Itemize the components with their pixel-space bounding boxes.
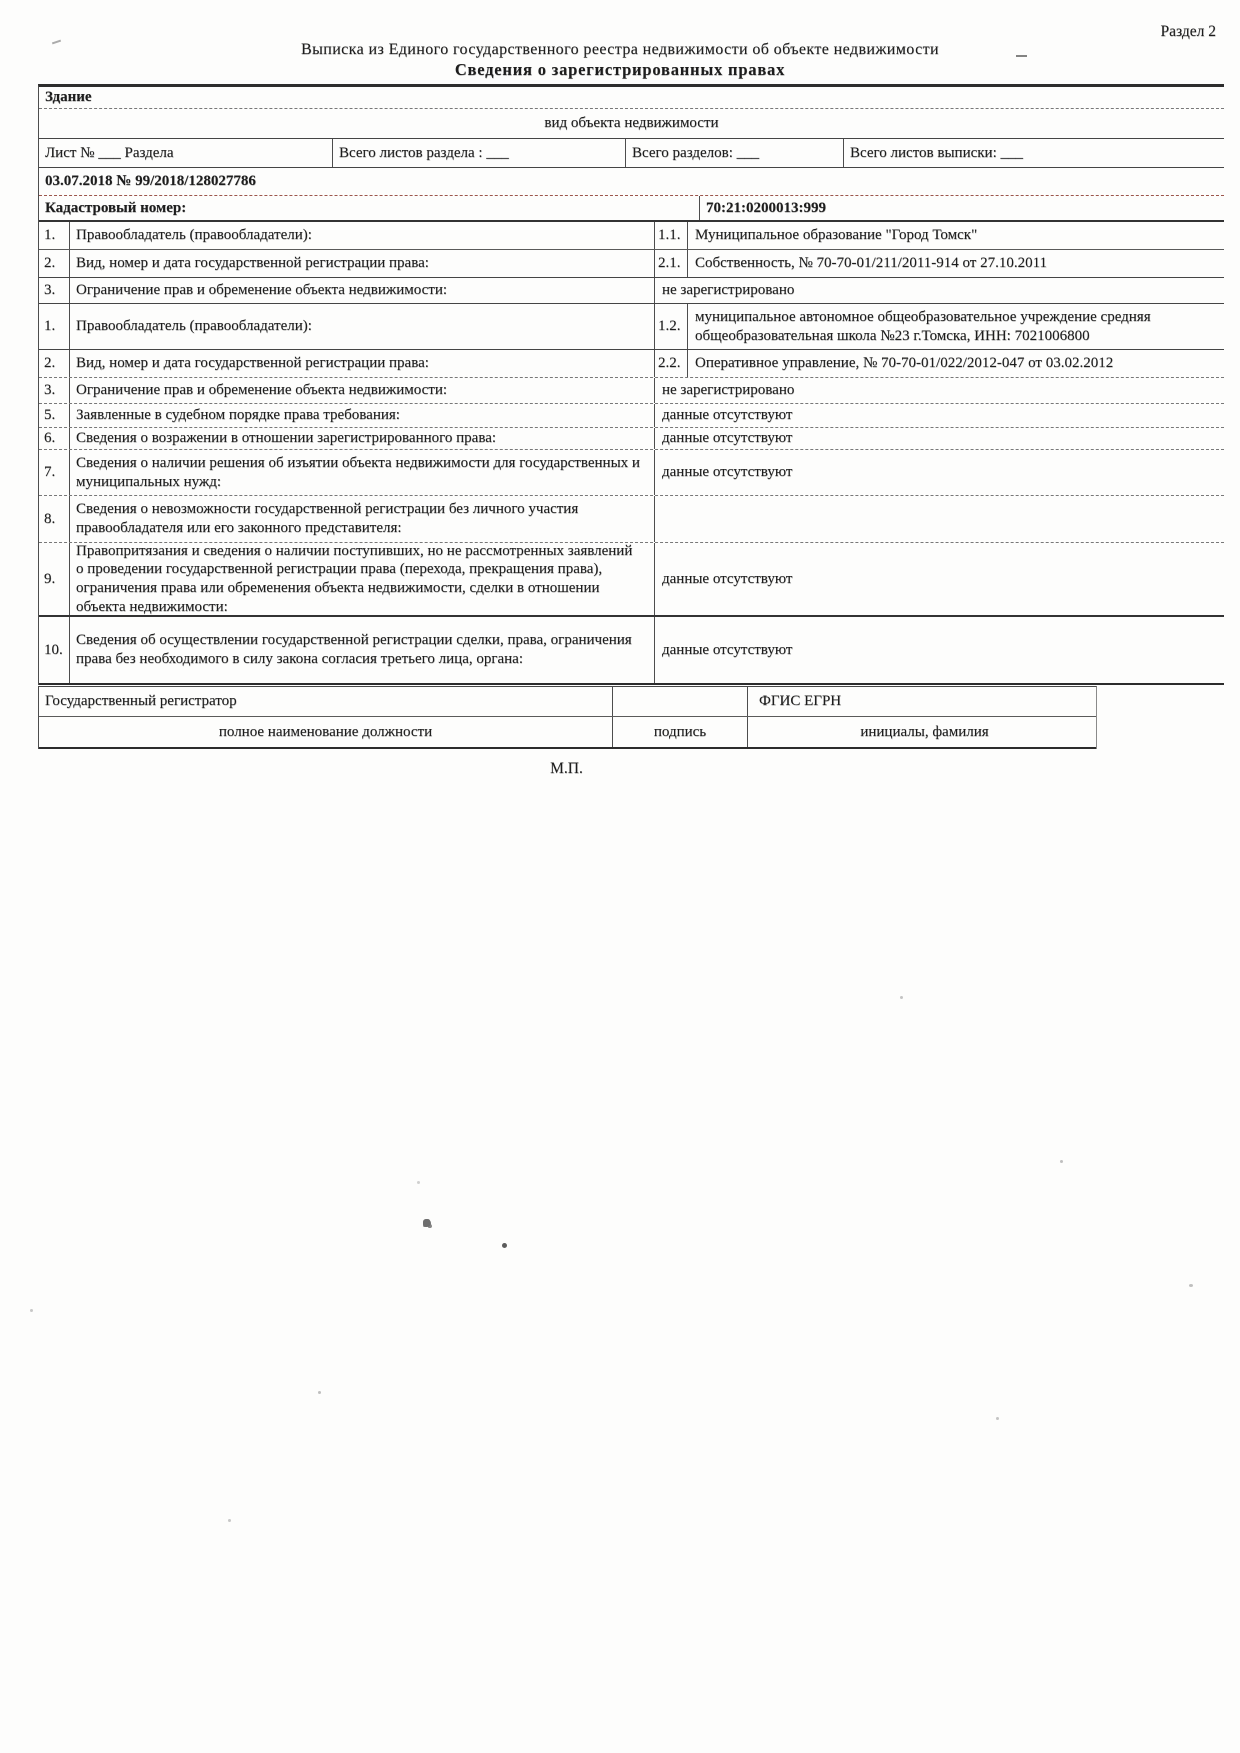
row-number: 7. (39, 450, 70, 495)
row-value: данные отсутствуют (662, 430, 793, 447)
scan-speck (423, 1219, 431, 1227)
scan-speck (1060, 1160, 1063, 1163)
scan-speck (996, 1417, 999, 1420)
table-row (39, 543, 1224, 617)
table-row (39, 617, 1224, 685)
name-caption: инициалы, фамилия (860, 723, 989, 740)
row-label: Ограничение прав и обременение объекта недвижимости: (70, 378, 655, 403)
rights-table (38, 84, 1224, 685)
row-value: Муниципальное образование "Город Томск" (695, 227, 978, 244)
scan-speck (318, 1391, 321, 1394)
row-label: Ограничение прав и обременение объекта недвижимости: (70, 278, 655, 303)
table-row (39, 278, 1224, 304)
row-label: Сведения о наличии решения об изъятии объекта недвижимости для государственных и муниципальных нужд: (70, 450, 655, 495)
cadastral-value: 70:21:0200013:999 (706, 199, 826, 216)
table-row (39, 450, 1224, 496)
signature-caption: подпись (613, 717, 748, 747)
row-label: Сведения о возражении в отношении зарегистрированного права: (70, 428, 655, 449)
row-number: 6. (39, 428, 70, 449)
row-label: Заявленные в судебном порядке права требования: (70, 404, 655, 427)
object-type: Здание (45, 89, 92, 106)
table-row (39, 496, 1224, 543)
registrar-signature-space (613, 687, 748, 716)
row-label: Сведения об осуществлении государственной регистрации сделки, права, ограничения права без необходимого в силу закона согласия третьего лица, органа: (70, 617, 655, 683)
object-type-caption-row (39, 109, 1224, 139)
sheet-info-row (39, 139, 1224, 168)
row-number: 3. (39, 278, 70, 303)
row-number: 8. (39, 496, 70, 542)
table-row (39, 250, 1224, 278)
registrar-label: Государственный регистратор (39, 687, 613, 716)
position-caption: полное наименование должности (39, 717, 613, 747)
row-value: не зарегистрировано (662, 282, 795, 299)
row-value: Оперативное управление, № 70-70-01/022/2012-047 от 03.02.2012 (695, 355, 1114, 372)
row-value: не зарегистрировано (662, 382, 795, 399)
registrar-row (39, 687, 1096, 717)
document-subtitle: Сведения о зарегистрированных правах (454, 60, 786, 79)
row-number: 9. (39, 543, 70, 615)
sheet-number-label: Лист № ___ Раздела (39, 139, 333, 167)
row-subnumber: 2.2. (655, 350, 688, 377)
row-label: Правообладатель (правообладатели): (70, 222, 655, 249)
table-row (39, 304, 1224, 350)
object-type-caption: вид объекта недвижимости (544, 115, 719, 132)
table-row (39, 378, 1224, 404)
table-row (39, 404, 1224, 428)
row-subnumber: 2.1. (655, 250, 688, 277)
row-number: 2. (39, 350, 70, 377)
date-number-row (39, 168, 1224, 196)
total-sections-label: Всего разделов: ___ (626, 139, 844, 167)
row-value: данные отсутствуют (662, 464, 793, 481)
scan-speck (30, 1309, 33, 1312)
row-value (655, 496, 1224, 542)
stamp-place-note: М.П. (550, 760, 583, 777)
cadastral-label: Кадастровый номер: (39, 196, 700, 220)
row-number: 2. (39, 250, 70, 277)
object-type-row (39, 87, 1224, 109)
signature-table (38, 686, 1097, 749)
row-value: данные отсутствуют (662, 407, 793, 424)
cadastral-row (39, 196, 1224, 222)
row-number: 5. (39, 404, 70, 427)
statement-date-number: 03.07.2018 № 99/2018/128027786 (45, 173, 256, 190)
table-row (39, 222, 1224, 250)
row-value: Собственность, № 70-70-01/211/2011-914 от 27.10.2011 (695, 255, 1048, 272)
row-label: Сведения о невозможности государственной регистрации без личного участия правообладателя или его законного представителя: (70, 496, 655, 542)
row-value: данные отсутствуют (662, 641, 793, 658)
scan-speck (228, 1519, 231, 1522)
row-label: Правопритязания и сведения о наличии поступивших, но не рассмотренных заявлений о проведении государственной регистрации права (перехода, прекращения права), ограничения права или обременения объекта недвижимости, сделки в отношении объекта недвижимости: (70, 543, 655, 615)
row-value: данные отсутствуют (662, 570, 793, 587)
scan-speck (502, 1243, 507, 1248)
table-row (39, 428, 1224, 450)
row-number: 10. (39, 617, 70, 683)
row-label: Правообладатель (правообладатели): (70, 304, 655, 349)
scan-speck (900, 996, 903, 999)
section-label: Раздел 2 (1160, 23, 1216, 40)
total-sheets-section-label: Всего листов раздела : ___ (333, 139, 626, 167)
scan-speck (417, 1181, 420, 1184)
table-row (39, 350, 1224, 378)
row-number: 1. (39, 304, 70, 349)
document-title: Выписка из Единого государственного реестра недвижимости об объекте недвижимости (301, 41, 939, 58)
row-label: Вид, номер и дата государственной регистрации права: (70, 350, 655, 377)
row-number: 1. (39, 222, 70, 249)
row-subnumber: 1.2. (655, 304, 688, 349)
scan-dash-artifact (1016, 55, 1027, 57)
scan-speck (1189, 1284, 1193, 1287)
total-sheets-statement-label: Всего листов выписки: ___ (850, 144, 1023, 161)
row-subnumber: 1.1. (655, 222, 688, 249)
signature-caption-row (39, 717, 1096, 749)
registrar-system-value: ФГИС ЕГРН (759, 693, 842, 709)
row-value: муниципальное автономное общеобразовательное учреждение средняя общеобразовательная школа №23 г.Томска, ИНН: 7021006800 (695, 308, 1151, 344)
row-number: 3. (39, 378, 70, 403)
row-label: Вид, номер и дата государственной регистрации права: (70, 250, 655, 277)
